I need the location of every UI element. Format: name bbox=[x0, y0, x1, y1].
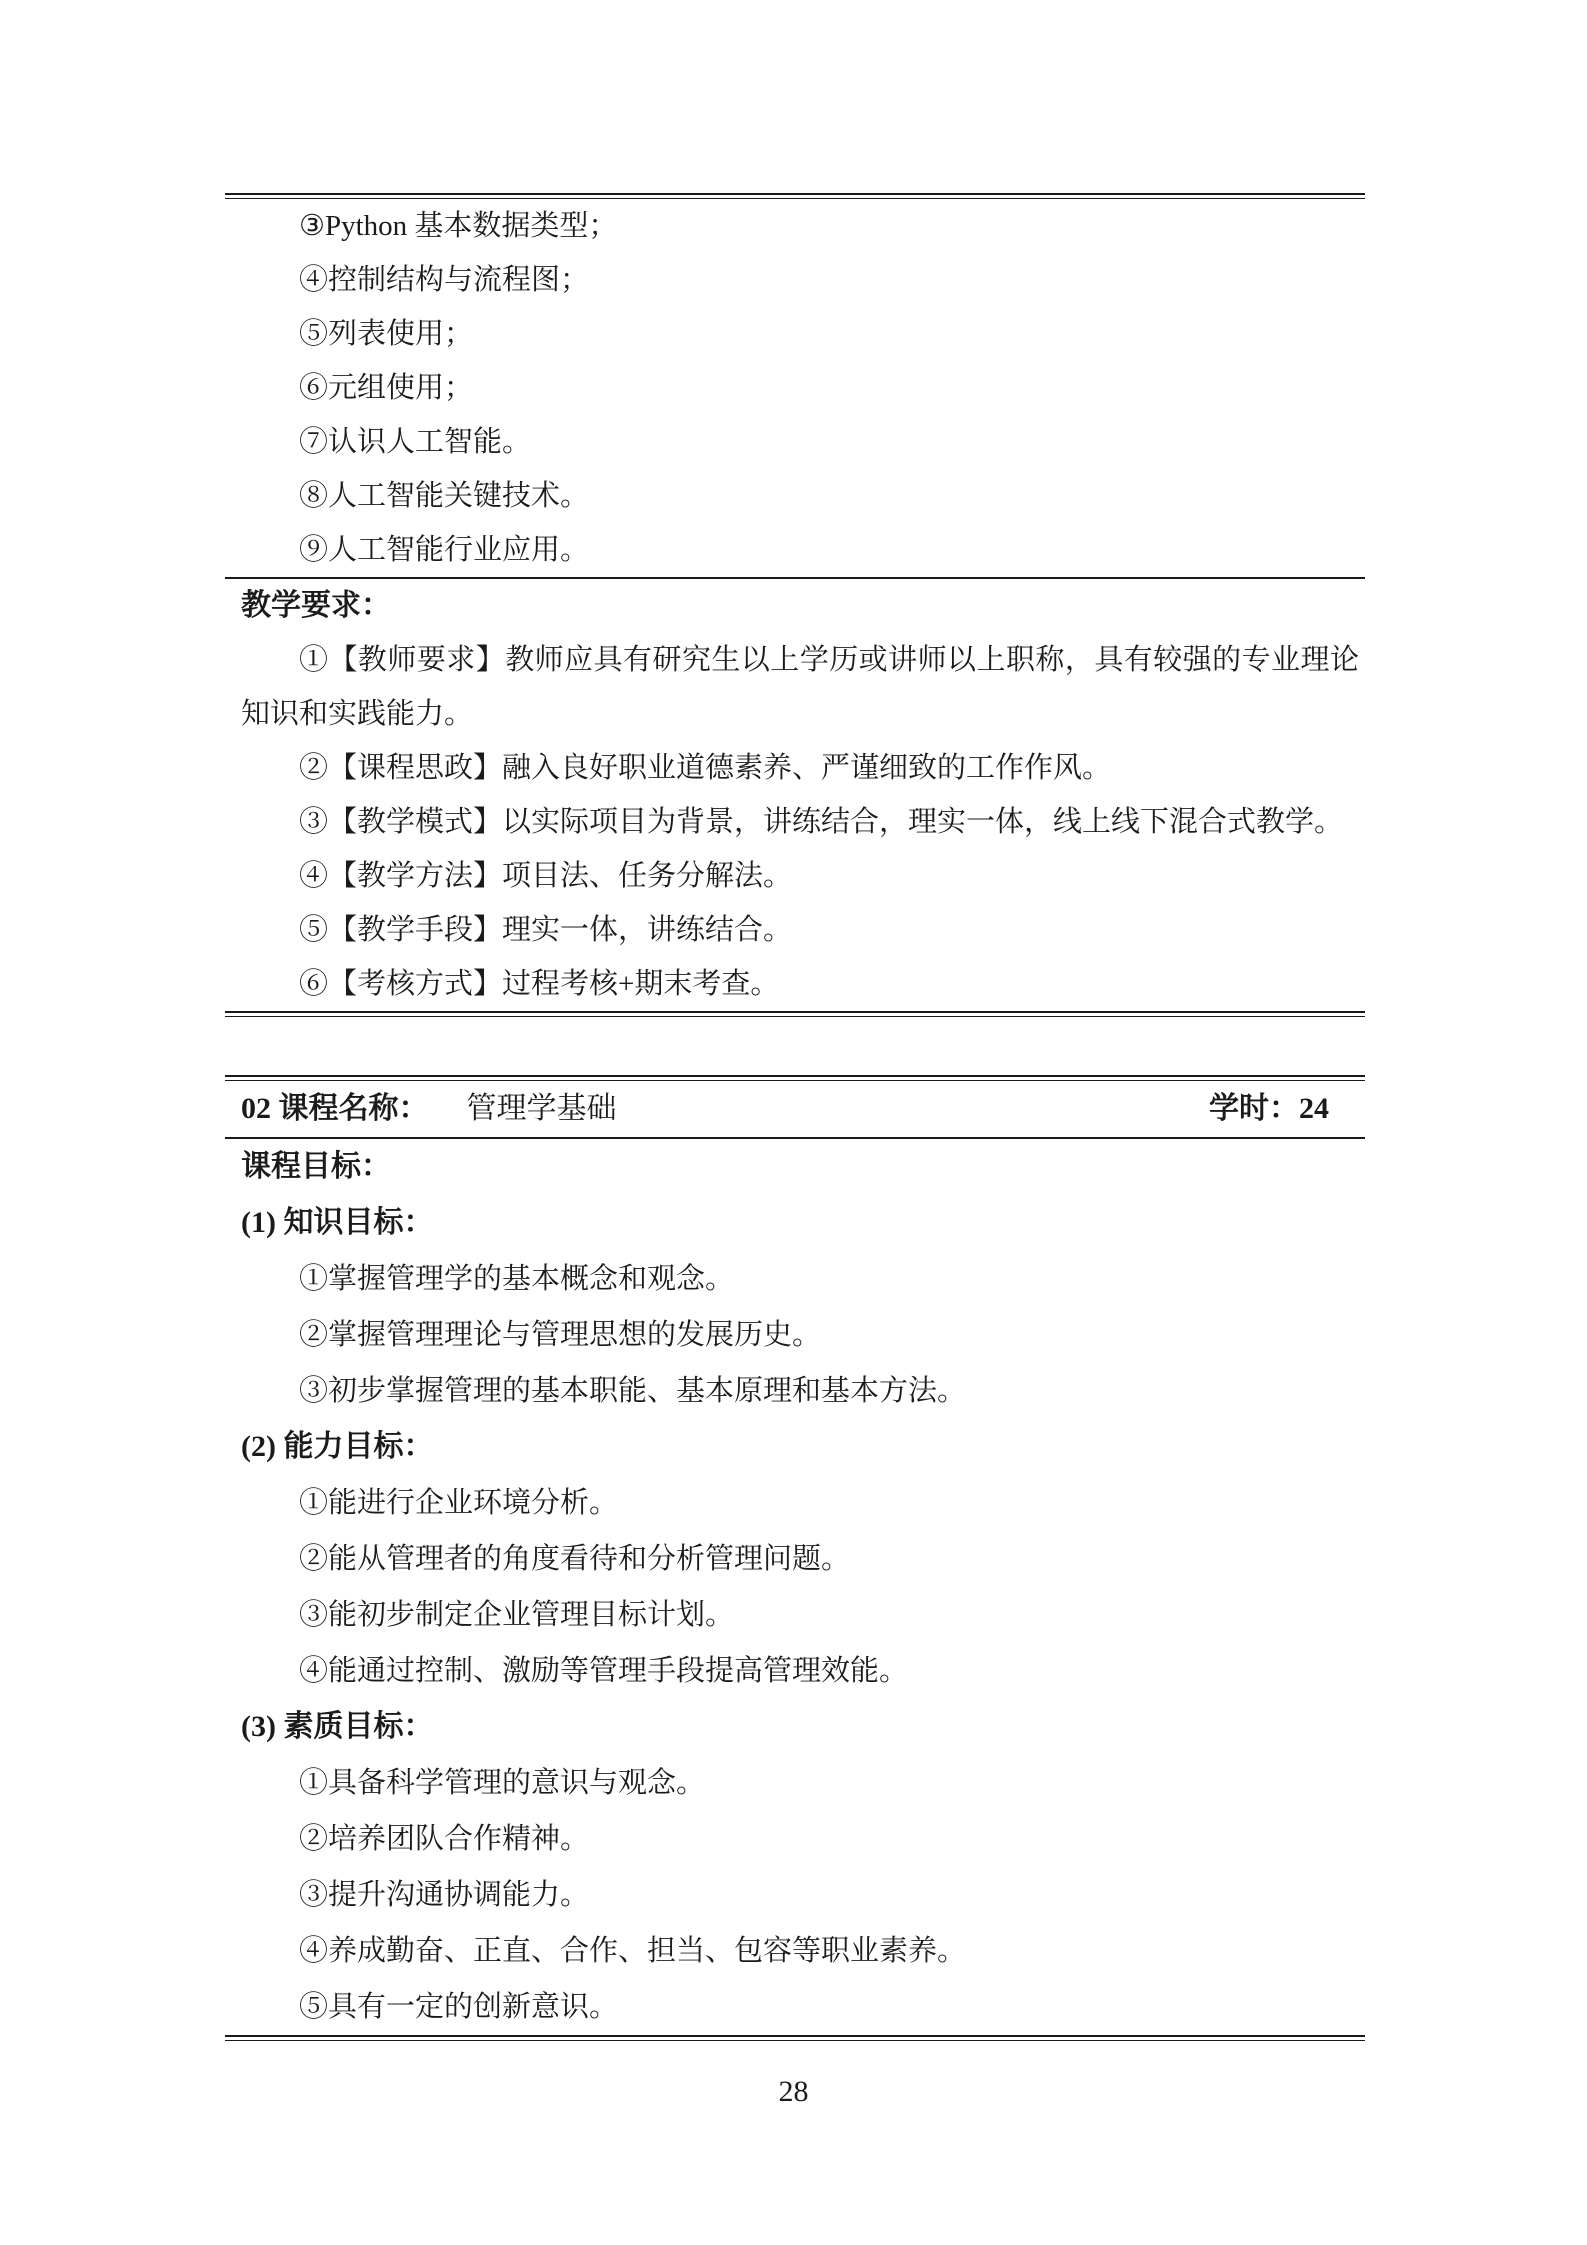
goal-item: ⑤具有一定的创新意识。 bbox=[299, 1991, 619, 2023]
goal-item: ③初步掌握管理的基本职能、基本原理和基本方法。 bbox=[299, 1375, 967, 1407]
list-item: ⑦认识人工智能。 bbox=[299, 426, 532, 458]
list-item: ⑧人工智能关键技术。 bbox=[299, 480, 590, 512]
requirement-item: ⑤【教学手段】理实一体，讲练结合。 bbox=[299, 914, 793, 946]
page-number: 28 bbox=[778, 2075, 809, 2108]
list-item: ④控制结构与流程图； bbox=[299, 264, 590, 296]
requirement-item: ②【课程思政】融入良好职业道德素养、严谨细致的工作作风。 bbox=[299, 752, 1112, 784]
teaching-requirements-heading: 教学要求： bbox=[241, 589, 391, 622]
requirement-item: ④【教学方法】项目法、任务分解法。 bbox=[299, 860, 793, 892]
goal-item: ①具备科学管理的意识与观念。 bbox=[299, 1767, 706, 1799]
list-item: ③Python 基本数据类型； bbox=[299, 210, 618, 242]
quality-goals-group bbox=[225, 1699, 1365, 2035]
course-number-label: 02 课程名称： bbox=[241, 1092, 429, 1125]
course-objectives-section bbox=[225, 1139, 1365, 1195]
list-item: ⑥元组使用； bbox=[299, 372, 474, 404]
course-content-list bbox=[225, 199, 1365, 577]
course-hours: 学时：24 bbox=[1209, 1092, 1329, 1125]
course-02-bottom-divider bbox=[225, 2035, 1365, 2041]
goal-item: ④养成勤奋、正直、合作、担当、包容等职业素养。 bbox=[299, 1935, 967, 1967]
requirement-item: ⑥【考核方式】过程考核+期末考查。 bbox=[299, 968, 780, 1000]
goal-item: ③提升沟通协调能力。 bbox=[299, 1879, 590, 1911]
goal-item: ②掌握管理理论与管理思想的发展历史。 bbox=[299, 1319, 822, 1351]
goal-item: ①掌握管理学的基本概念和观念。 bbox=[299, 1263, 735, 1295]
list-item: ⑤列表使用； bbox=[299, 318, 474, 350]
knowledge-goals-heading: (1) 知识目标： bbox=[241, 1206, 434, 1239]
list-item: ⑨人工智能行业应用。 bbox=[299, 534, 590, 566]
ability-goals-heading: (2) 能力目标： bbox=[241, 1430, 434, 1463]
course-objectives-heading: 课程目标： bbox=[241, 1150, 391, 1183]
course-header-row bbox=[225, 1081, 1365, 1137]
section-gap bbox=[225, 1017, 1365, 1075]
requirement-item: ①【教师要求】教师应具有研究生以上学历或讲师以上职称，具有较强的专业理论知识和实践能力。 bbox=[241, 644, 1359, 730]
quality-goals-heading: (3) 素质目标： bbox=[241, 1710, 434, 1743]
goal-item: ②能从管理者的角度看待和分析管理问题。 bbox=[299, 1543, 851, 1575]
course-title-group bbox=[241, 1081, 617, 1137]
goal-item: ②培养团队合作精神。 bbox=[299, 1823, 590, 1855]
knowledge-goals-group bbox=[225, 1195, 1365, 1419]
goal-item: ④能通过控制、激励等管理手段提高管理效能。 bbox=[299, 1655, 909, 1687]
goal-item: ③能初步制定企业管理目标计划。 bbox=[299, 1599, 735, 1631]
teaching-requirements-section bbox=[225, 579, 1365, 1011]
goal-item: ①能进行企业环境分析。 bbox=[299, 1487, 619, 1519]
page-content bbox=[225, 193, 1365, 2041]
ability-goals-group bbox=[225, 1419, 1365, 1699]
requirement-item: ③【教学模式】以实际项目为背景，讲练结合，理实一体，线上线下混合式教学。 bbox=[299, 806, 1344, 838]
course-name: 管理学基础 bbox=[466, 1092, 617, 1125]
